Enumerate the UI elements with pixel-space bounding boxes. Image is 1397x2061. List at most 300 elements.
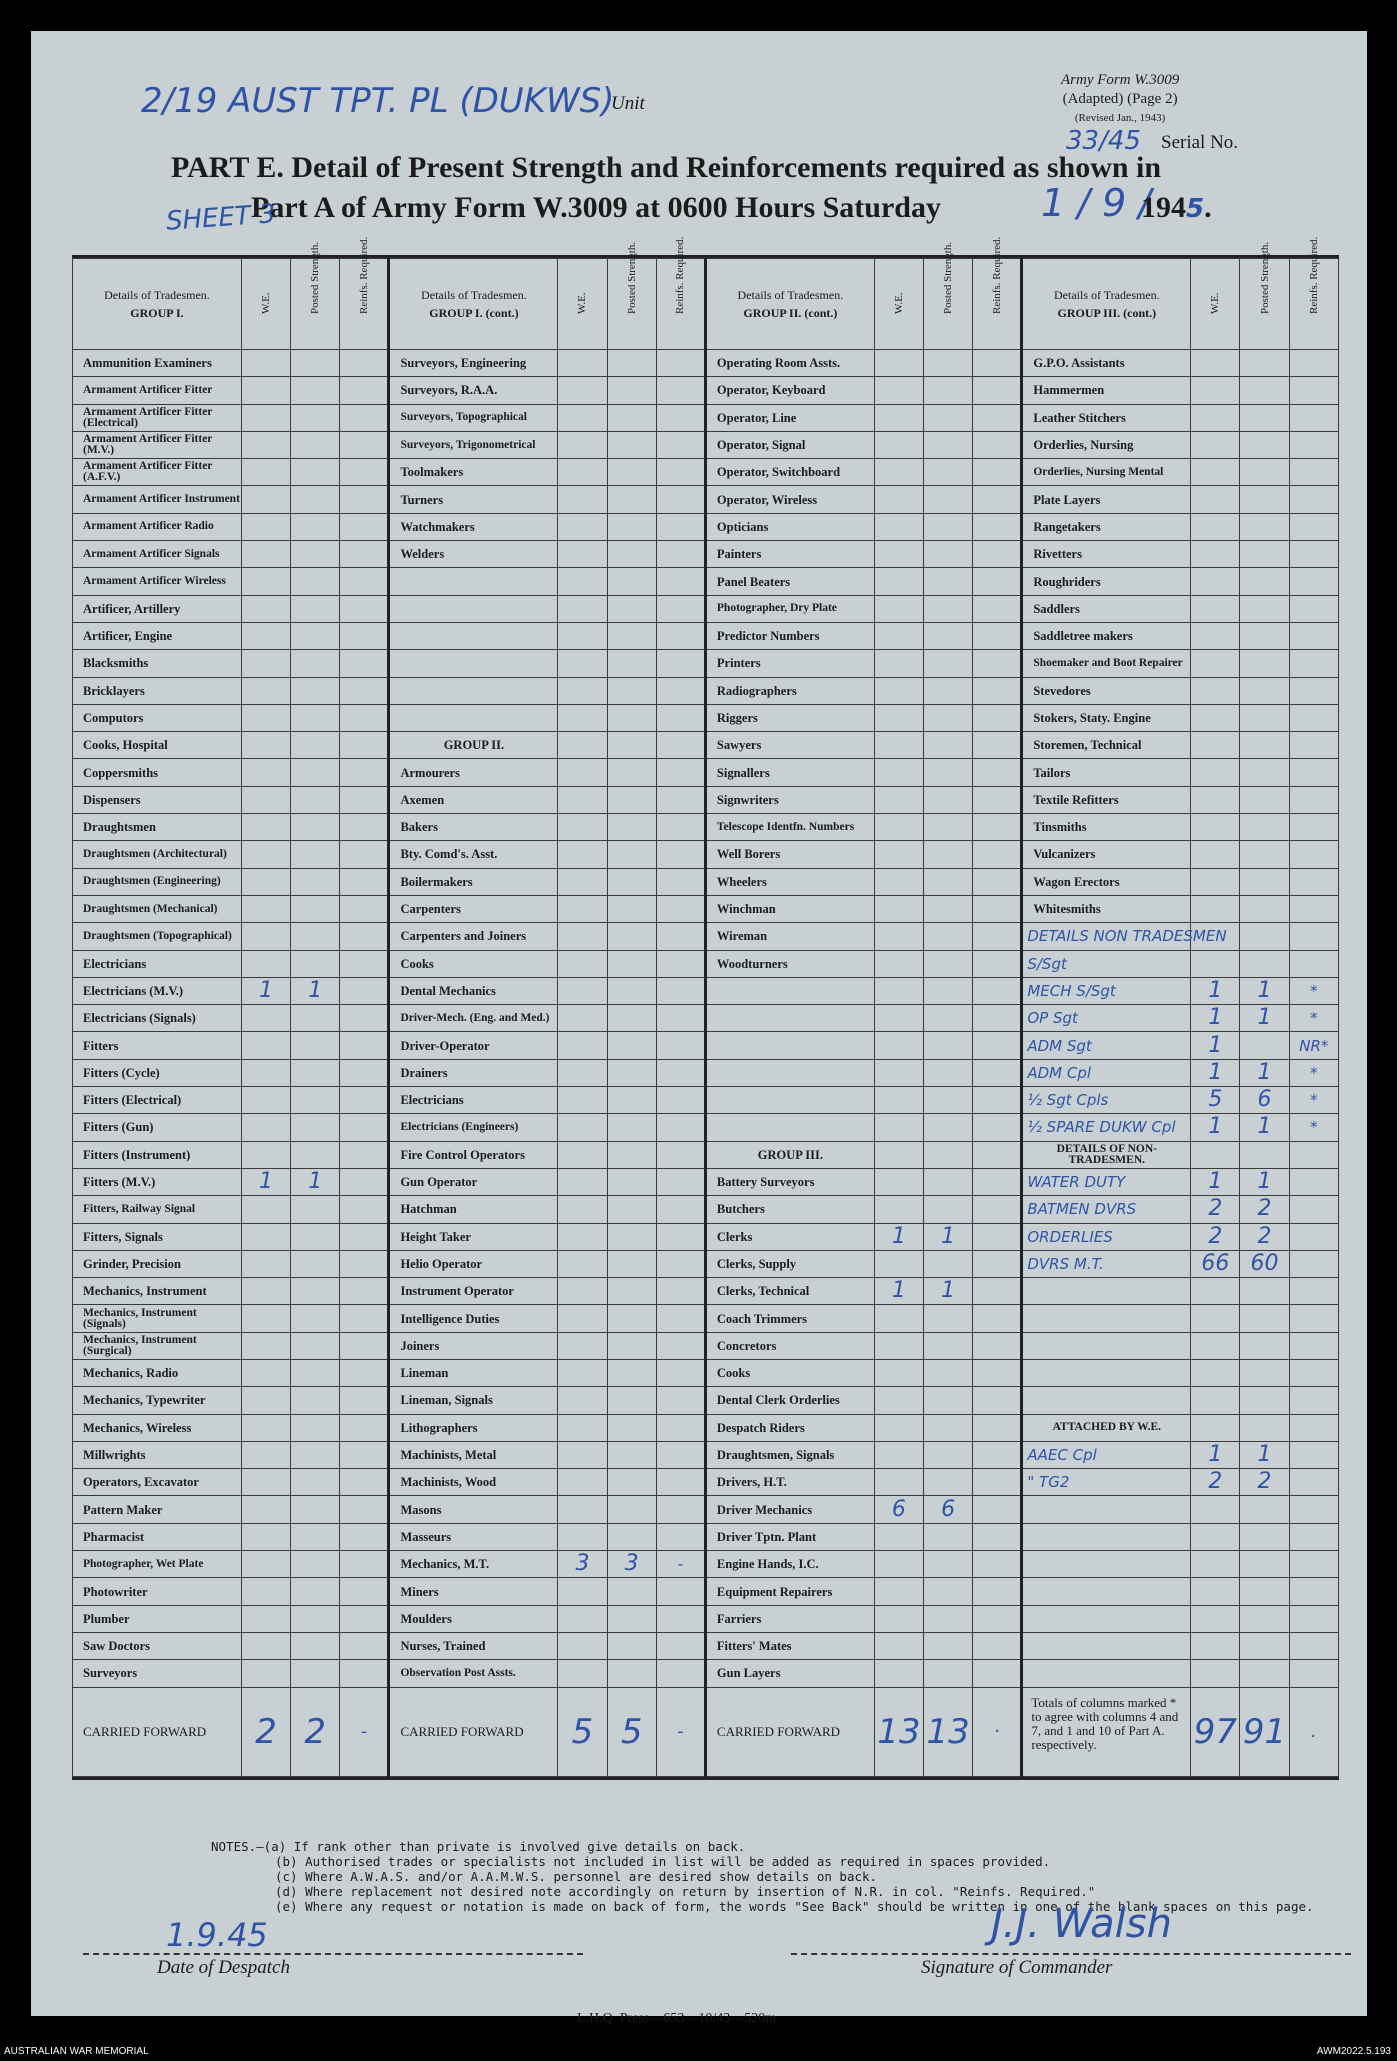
posted-cell [924,977,973,1004]
table-row [73,814,1339,841]
posted-cell [924,1087,973,1114]
reinfs-cell [340,486,389,513]
posted-cell [924,1387,973,1414]
reinfs-cell [973,841,1022,868]
we-cell [241,1114,290,1141]
posted-cell [924,1523,973,1550]
trade-cell: Intelligence Duties [389,1305,558,1332]
trade-cell: Masons [389,1496,558,1523]
reinfs-cell [656,486,705,513]
we-cell [241,541,290,568]
we-cell [241,1469,290,1496]
trade-cell: Armament Artificer Signals [73,541,242,568]
we-cell: 1 [1191,1168,1240,1195]
trade-cell: Mechanics, Wireless [73,1414,242,1441]
reinfs-cell [1289,513,1338,540]
posted-cell: 6 [924,1496,973,1523]
trade-cell: Computors [73,704,242,731]
reinfs-cell [340,568,389,595]
blank-cell [389,704,558,731]
reinfs-cell [340,814,389,841]
we-header [241,259,290,350]
table-row [73,1168,1339,1195]
trade-cell: Mechanics, Instrument [73,1278,242,1305]
posted-cell [607,1059,656,1086]
trade-cell: Electricians (M.V.) [73,977,242,1004]
trade-cell: Textile Refitters [1022,786,1191,813]
reinfs-cell [656,895,705,922]
trade-cell: Dispensers [73,786,242,813]
trade-cell: Mechanics, Typewriter [73,1387,242,1414]
posted-cell [1240,841,1289,868]
reinfs-cell: * [1289,1059,1338,1086]
trade-cell: ½ SPARE DUKW Cpl [1022,1114,1191,1141]
we-header [1191,259,1240,350]
we-cell [874,1632,923,1659]
we-cell: 2 [1191,1196,1240,1223]
reinfs-header [656,236,705,350]
trade-cell: Radiographers [705,677,874,704]
we-cell: 66 [1191,1250,1240,1277]
trade-cell: Driver-Mech. (Eng. and Med.) [389,1005,558,1032]
reinfs-cell [340,1305,389,1332]
trade-cell: Armament Artificer Fitter (M.V.) [73,431,242,458]
trade-cell: GROUP III. [705,1141,874,1168]
reinfs-cell [1289,814,1338,841]
reinfs-cell [973,1414,1022,1441]
posted-cell [291,1250,340,1277]
we-cell [241,486,290,513]
posted-cell [607,732,656,759]
carried-forward-reinfs: . [1289,1687,1338,1776]
reinfs-cell [656,1469,705,1496]
we-cell [241,704,290,731]
reinfs-cell [656,1660,705,1687]
reinfs-cell [656,786,705,813]
reinfs-cell [656,404,705,431]
reinfs-cell [1289,404,1338,431]
we-cell [874,841,923,868]
posted-cell [291,1305,340,1332]
we-cell: 5 [1191,1087,1240,1114]
table-row [73,486,1339,513]
posted-cell [924,459,973,486]
trade-cell: Saddletree makers [1022,622,1191,649]
posted-cell [291,350,340,377]
blank-cell [705,1087,874,1114]
reinfs-cell [340,704,389,731]
we-cell [558,486,607,513]
reinfs-cell [340,1332,389,1359]
reinfs-cell [340,977,389,1004]
carried-forward-posted: 5 [607,1687,656,1776]
reinfs-cell [1289,1632,1338,1659]
trade-cell: Orderlies, Nursing Mental [1022,459,1191,486]
posted-cell [291,1141,340,1168]
we-cell [874,868,923,895]
trade-cell: Draughtsmen (Architectural) [73,841,242,868]
we-cell [1191,377,1240,404]
we-cell [241,1441,290,1468]
we-cell [1191,732,1240,759]
posted-cell [291,1059,340,1086]
posted-cell [924,622,973,649]
we-cell [558,1305,607,1332]
reinfs-cell [656,1441,705,1468]
we-cell [558,814,607,841]
posted-cell [924,1059,973,1086]
reinfs-cell [656,568,705,595]
posted-cell [291,923,340,950]
reinfs-cell [1289,431,1338,458]
we-cell [874,1441,923,1468]
reinfs-cell [1289,377,1338,404]
reinfs-cell [340,841,389,868]
blank-cell [1022,1332,1191,1359]
trade-cell: Fire Control Operators [389,1141,558,1168]
reinfs-cell [340,1141,389,1168]
table-row [73,1387,1339,1414]
trade-cell: Blacksmiths [73,650,242,677]
trade-cell: Boilermakers [389,868,558,895]
note-line: (b) Authorised trades or specialists not included in list will be added as required in spaces provided. [275,1854,1051,1869]
we-cell [241,1578,290,1605]
carried-forward-row [73,1687,1339,1776]
we-cell [874,1305,923,1332]
trade-cell: ATTACHED BY W.E. [1022,1414,1191,1441]
reinfs-cell [340,1114,389,1141]
we-cell [874,1523,923,1550]
we-cell [1191,841,1240,868]
reinfs-cell [973,1087,1022,1114]
we-cell [558,1196,607,1223]
we-cell: 2 [1191,1223,1240,1250]
we-header-label: W.E. [576,292,589,314]
trade-cell: Wagon Erectors [1022,868,1191,895]
posted-cell [291,1551,340,1578]
reinfs-cell [340,459,389,486]
we-cell [241,1223,290,1250]
we-cell [558,1005,607,1032]
we-cell [1191,1332,1240,1359]
we-cell [558,513,607,540]
posted-cell [1240,1332,1289,1359]
trade-cell: Saw Doctors [73,1632,242,1659]
trade-cell: DVRS M.T. [1022,1250,1191,1277]
trade-cell: Pattern Maker [73,1496,242,1523]
reinfs-cell [340,1414,389,1441]
reinfs-cell [656,1005,705,1032]
we-cell [1191,595,1240,622]
trade-cell: Fitters (Instrument) [73,1141,242,1168]
reinfs-cell [656,923,705,950]
we-cell [241,513,290,540]
unit-label: Unit [611,93,645,114]
we-cell [874,759,923,786]
posted-cell [291,377,340,404]
posted-cell [924,431,973,458]
we-cell [241,759,290,786]
trade-cell: Operator, Line [705,404,874,431]
archive-id: AWM2022.5.193 [1316,2046,1391,2057]
we-cell [241,1087,290,1114]
reinfs-cell [656,350,705,377]
posted-cell [291,1332,340,1359]
posted-cell [291,541,340,568]
trade-cell: Tailors [1022,759,1191,786]
reinfs-header-label: Reinfs. Required. [1307,236,1320,314]
reinfs-cell: * [1289,1114,1338,1141]
posted-cell [1240,459,1289,486]
posted-cell [1240,1551,1289,1578]
trade-cell: Fitters, Signals [73,1223,242,1250]
we-cell [241,1605,290,1632]
trade-cell: Plumber [73,1605,242,1632]
reinfs-cell [973,1441,1022,1468]
posted-cell [607,1660,656,1687]
trade-cell: Rangetakers [1022,513,1191,540]
archive-credit: AUSTRALIAN WAR MEMORIAL [4,2046,149,2057]
trade-cell: Dental Mechanics [389,977,558,1004]
posted-cell [291,950,340,977]
we-cell [874,431,923,458]
trade-cell: Signwriters [705,786,874,813]
carried-forward-posted: 91 [1240,1687,1289,1776]
posted-cell [924,868,973,895]
we-cell [874,1469,923,1496]
trade-cell: Driver-Operator [389,1032,558,1059]
posted-cell [1240,1632,1289,1659]
posted-cell [1240,1496,1289,1523]
we-cell [241,622,290,649]
table-row [73,1032,1339,1059]
posted-cell [607,1278,656,1305]
reinfs-cell [656,704,705,731]
reinfs-cell [656,459,705,486]
table-row [73,977,1339,1004]
posted-cell: 1 [1240,1168,1289,1195]
posted-cell: 1 [291,1168,340,1195]
trade-cell: Welders [389,541,558,568]
table-row [73,1059,1339,1086]
reinfs-cell [973,1469,1022,1496]
trade-cell: Cooks [389,950,558,977]
blank-cell [1022,1496,1191,1523]
we-cell [874,568,923,595]
trade-cell: Driver Mechanics [705,1496,874,1523]
trade-cell: Clerks, Supply [705,1250,874,1277]
we-cell [1191,1523,1240,1550]
posted-cell [291,1387,340,1414]
trade-cell: Painters [705,541,874,568]
reinfs-cell [973,1278,1022,1305]
reinfs-cell [1289,1168,1338,1195]
reinfs-cell [656,732,705,759]
table-header-row [73,259,1339,350]
posted-cell [924,1469,973,1496]
trade-cell: Carpenters and Joiners [389,923,558,950]
trade-cell: Lineman [389,1359,558,1386]
we-cell [241,1250,290,1277]
posted-cell [924,513,973,540]
we-cell [1191,1551,1240,1578]
posted-cell [924,950,973,977]
trade-cell: Fitters, Railway Signal [73,1196,242,1223]
we-cell [1191,1141,1240,1168]
we-cell [241,377,290,404]
we-cell [874,622,923,649]
trade-cell: Masseurs [389,1523,558,1550]
we-cell [558,1059,607,1086]
reinfs-cell [973,622,1022,649]
posted-cell [1240,1032,1289,1059]
details-header [705,259,874,350]
reinfs-cell [340,1223,389,1250]
posted-cell [607,977,656,1004]
carried-forward-reinfs: · [973,1687,1022,1776]
posted-cell [607,759,656,786]
we-cell: 1 [874,1278,923,1305]
reinfs-cell [1289,1496,1338,1523]
blank-cell [1022,1578,1191,1605]
reinfs-cell [973,595,1022,622]
reinfs-cell [973,650,1022,677]
we-cell [1191,1305,1240,1332]
commander-signature: J.J. Walsh [991,1901,1172,1947]
trade-cell: Bricklayers [73,677,242,704]
carried-forward-reinfs: - [656,1687,705,1776]
table-row [73,513,1339,540]
posted-cell [1240,1523,1289,1550]
reinfs-cell [1289,486,1338,513]
carried-forward-we: 5 [558,1687,607,1776]
we-header-label: W.E. [1209,292,1222,314]
we-cell [1191,895,1240,922]
table-row [73,1605,1339,1632]
posted-cell [1240,650,1289,677]
reinfs-cell [973,1632,1022,1659]
we-cell [558,1332,607,1359]
we-cell [558,1032,607,1059]
trade-cell: Storemen, Technical [1022,732,1191,759]
reinfs-cell [1289,1469,1338,1496]
posted-cell [607,622,656,649]
posted-cell [1240,895,1289,922]
carried-forward-reinfs: - [340,1687,389,1776]
blank-cell [389,622,558,649]
trade-cell: Operator, Wireless [705,486,874,513]
posted-cell [924,841,973,868]
table-row [73,868,1339,895]
we-cell [241,1359,290,1386]
we-cell [1191,1632,1240,1659]
posted-cell [291,704,340,731]
reinfs-cell [340,1441,389,1468]
we-cell [874,895,923,922]
table-row [73,1278,1339,1305]
posted-cell [607,1605,656,1632]
table-row [73,1005,1339,1032]
we-cell [558,1414,607,1441]
we-cell [558,950,607,977]
reinfs-cell [656,1332,705,1359]
reinfs-cell [340,677,389,704]
reinfs-cell [340,1551,389,1578]
carried-forward-posted: 13 [924,1687,973,1776]
trade-cell: Armament Artificer Fitter [73,377,242,404]
blank-cell [705,1005,874,1032]
reinfs-cell [656,1359,705,1386]
posted-cell [607,1250,656,1277]
reinfs-cell [973,786,1022,813]
posted-cell [607,459,656,486]
reinfs-cell [340,1469,389,1496]
we-cell [241,1332,290,1359]
we-cell [558,1441,607,1468]
trade-cell: Operator, Keyboard [705,377,874,404]
trade-cell: Surveyors [73,1660,242,1687]
we-cell: 3 [558,1551,607,1578]
reinfs-cell [656,595,705,622]
group-header: GROUP I. (cont.) [429,306,519,320]
we-cell [241,1278,290,1305]
we-cell [1191,759,1240,786]
we-cell [558,677,607,704]
reinfs-cell: * [1289,1005,1338,1032]
table-row [73,1441,1339,1468]
we-cell [241,404,290,431]
reinfs-cell [340,895,389,922]
posted-cell [607,377,656,404]
table-row [73,1332,1339,1359]
reinfs-cell [973,404,1022,431]
blank-cell [1022,1632,1191,1659]
we-cell [241,650,290,677]
trade-cell: Plate Layers [1022,486,1191,513]
carried-forward-posted: 2 [291,1687,340,1776]
trade-cell: BATMEN DVRS [1022,1196,1191,1223]
blank-cell [389,650,558,677]
posted-cell [924,1005,973,1032]
reinfs-cell [973,677,1022,704]
we-cell [558,759,607,786]
we-cell [874,1032,923,1059]
posted-cell [924,595,973,622]
posted-cell [607,1496,656,1523]
reinfs-cell [973,868,1022,895]
carried-forward-label: CARRIED FORWARD [389,1687,558,1776]
we-cell [874,704,923,731]
trade-cell: Dental Clerk Orderlies [705,1387,874,1414]
posted-cell [291,513,340,540]
we-cell [874,1087,923,1114]
posted-cell [607,1005,656,1032]
posted-cell [291,677,340,704]
reinfs-cell [973,568,1022,595]
trade-cell: Saddlers [1022,595,1191,622]
posted-cell [607,1114,656,1141]
posted-cell [924,732,973,759]
reinfs-cell [973,1605,1022,1632]
reinfs-cell [656,1032,705,1059]
reinfs-cell [340,622,389,649]
reinfs-header-label: Reinfs. Required. [357,236,370,314]
trade-cell: Mechanics, Radio [73,1359,242,1386]
table-row [73,1250,1339,1277]
posted-header-label: Posted Strength. [942,241,955,314]
we-cell [874,977,923,1004]
we-cell [558,1496,607,1523]
